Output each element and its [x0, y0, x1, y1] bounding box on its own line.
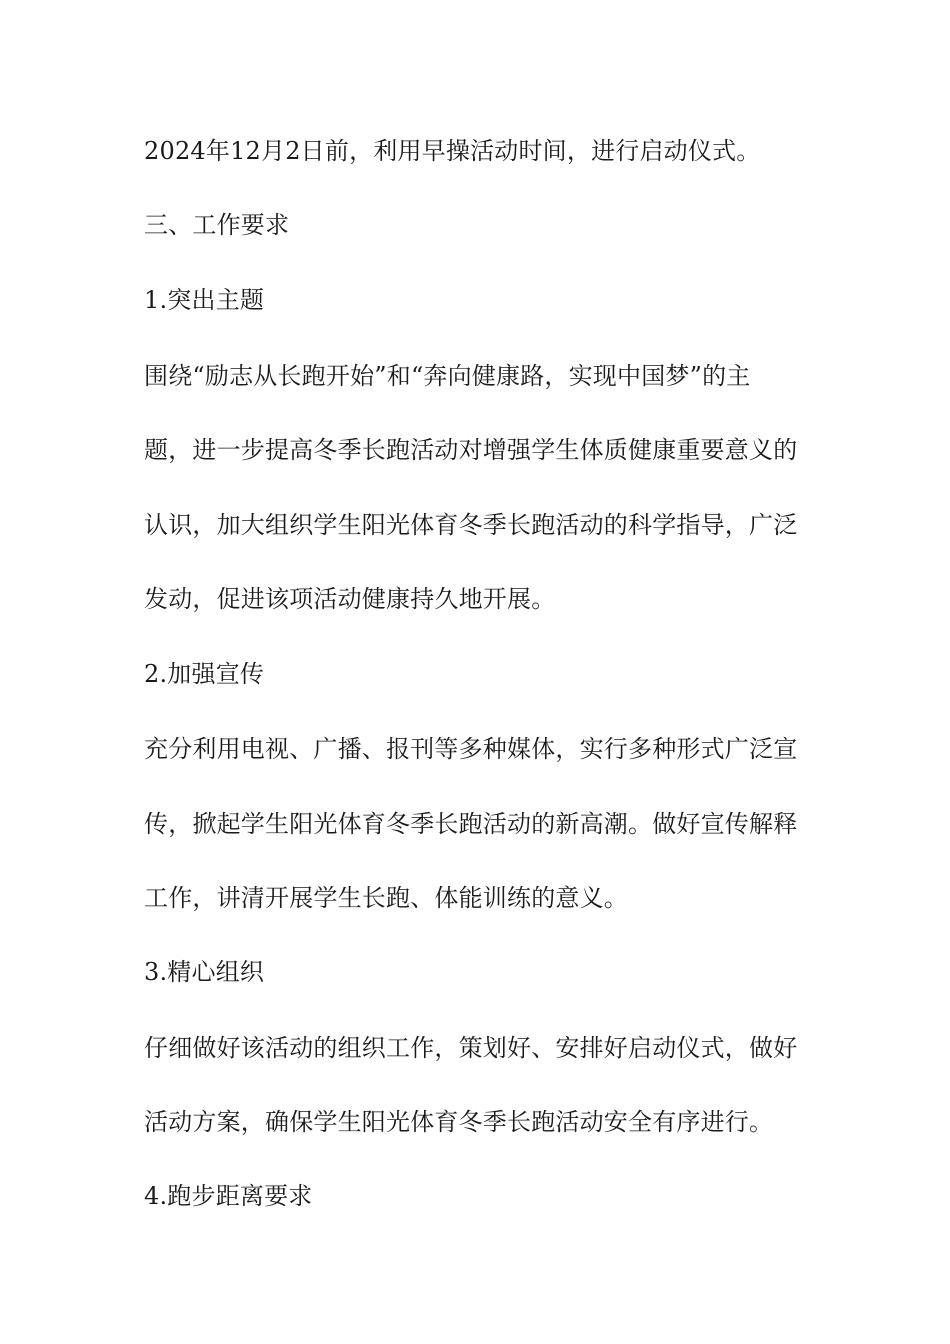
paragraph-line: 题，进一步提高冬季长跑活动对增强学生体质健康重要意义的: [144, 436, 798, 464]
paragraph-line: 传，掀起学生阳光体育冬季长跑活动的新高潮。做好宣传解释: [144, 810, 798, 838]
subheading-strengthen-publicity: 2.加强宣传: [144, 660, 265, 688]
paragraph-line: 认识，加大组织学生阳光体育冬季长跑活动的科学指导，广泛: [144, 511, 798, 539]
paragraph-line: 工作，讲清开展学生长跑、体能训练的意义。: [144, 884, 628, 912]
paragraph-line: 发动，促进该项活动健康持久地开展。: [144, 585, 556, 613]
paragraph-line: 活动方案，确保学生阳光体育冬季长跑活动安全有序进行。: [144, 1108, 774, 1136]
subheading-careful-organization: 3.精心组织: [144, 958, 265, 986]
text-line-schedule: 2024年12月2日前，利用早操活动时间，进行启动仪式。: [144, 137, 761, 165]
section-heading-work-requirements: 三、工作要求: [144, 211, 290, 239]
paragraph-line: 围绕“励志从长跑开始”和“奔向健康路，实现中国梦”的主: [144, 362, 751, 390]
paragraph-line: 充分利用电视、广播、报刊等多种媒体，实行多种形式广泛宣: [144, 735, 798, 763]
subheading-running-distance: 4.跑步距离要求: [144, 1182, 313, 1210]
subheading-highlight-theme: 1.突出主题: [144, 286, 265, 314]
paragraph-line: 仔细做好该活动的组织工作，策划好、安排好启动仪式，做好: [144, 1034, 798, 1062]
